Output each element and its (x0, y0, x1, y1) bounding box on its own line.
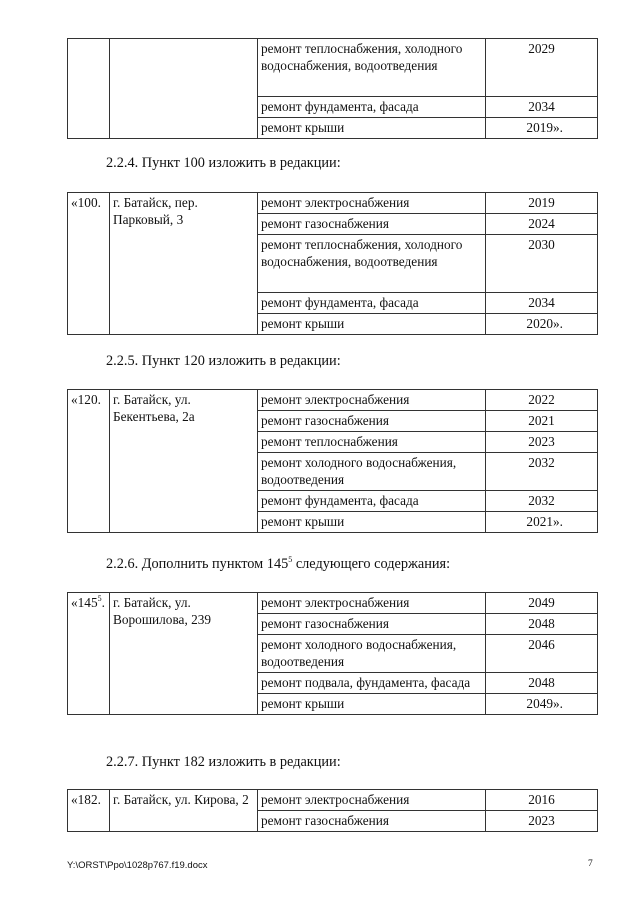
table-row (68, 390, 598, 411)
year-cell: 2024 (486, 214, 598, 235)
year-cell: 2021». (486, 512, 598, 533)
work-cell: ремонт холодного водоснабжения, водоотведения (258, 453, 486, 491)
year-cell: 2023 (486, 432, 598, 453)
table-row (68, 593, 598, 614)
section-heading-2-2-4: 2.2.4. Пункт 100 изложить в редакции: (106, 155, 341, 171)
item-address: г. Батайск, пер. Парковый, 3 (110, 193, 258, 335)
year-cell: 2022 (486, 390, 598, 411)
year-cell: 2029 (486, 39, 598, 97)
page-number: 7 (588, 859, 593, 869)
year-cell: 2048 (486, 673, 598, 694)
year-cell: 2030 (486, 235, 598, 293)
item-address: г. Батайск, ул. Ворошилова, 239 (110, 593, 258, 715)
section-heading-2-2-6: 2.2.6. Дополнить пунктом $145^5$ следующего содержания: (106, 555, 451, 572)
year-cell: 2032 (486, 453, 598, 491)
item-number: «120. (68, 390, 110, 533)
year-cell: 2048 (486, 614, 598, 635)
year-cell: 2019 (486, 193, 598, 214)
item-address: г. Батайск, ул. Кирова, 2 (110, 790, 258, 832)
year-cell: 2046 (486, 635, 598, 673)
footer-file-path: Y:\ORST\Ppo\1028p767.f19.docx (67, 860, 208, 871)
section-heading-2-2-5: 2.2.5. Пункт 120 изложить в редакции: (106, 353, 341, 369)
work-cell: ремонт подвала, фундамента, фасада (258, 673, 486, 694)
work-cell: ремонт теплоснабжения, холодного водоснабжения, водоотведения (258, 235, 486, 293)
table-item-100 (67, 192, 598, 335)
work-cell: ремонт теплоснабжения, холодного водоснабжения, водоотведения (258, 39, 486, 97)
work-cell: ремонт электроснабжения (258, 593, 486, 614)
year-cell: 2020». (486, 314, 598, 335)
work-cell: ремонт электроснабжения (258, 390, 486, 411)
work-cell: ремонт крыши (258, 118, 486, 139)
table-item-145-5 (67, 592, 598, 715)
table-row (68, 193, 598, 214)
work-cell: ремонт электроснабжения (258, 790, 486, 811)
table-item-120 (67, 389, 598, 533)
item-address (110, 39, 258, 139)
table-item-182 (67, 789, 598, 832)
table-item-continuation (67, 38, 598, 139)
year-cell: 2049». (486, 694, 598, 715)
table-row (68, 790, 598, 811)
item-number: «182. (68, 790, 110, 832)
work-cell: ремонт электроснабжения (258, 193, 486, 214)
year-cell: 2023 (486, 811, 598, 832)
item-number: «$145^5$. (68, 593, 110, 715)
work-cell: ремонт холодного водоснабжения, водоотведения (258, 635, 486, 673)
work-cell: ремонт газоснабжения (258, 411, 486, 432)
year-cell: 2019». (486, 118, 598, 139)
work-cell: ремонт газоснабжения (258, 614, 486, 635)
work-cell: ремонт крыши (258, 512, 486, 533)
item-address: г. Батайск, ул. Бекентьева, 2а (110, 390, 258, 533)
year-cell: 2032 (486, 491, 598, 512)
table-row (68, 39, 598, 97)
section-heading-2-2-7: 2.2.7. Пункт 182 изложить в редакции: (106, 754, 341, 770)
item-number (68, 39, 110, 139)
work-cell: ремонт крыши (258, 694, 486, 715)
year-cell: 2016 (486, 790, 598, 811)
work-cell: ремонт крыши (258, 314, 486, 335)
item-number: «100. (68, 193, 110, 335)
year-cell: 2034 (486, 293, 598, 314)
year-cell: 2034 (486, 97, 598, 118)
work-cell: ремонт фундамента, фасада (258, 97, 486, 118)
year-cell: 2049 (486, 593, 598, 614)
year-cell: 2021 (486, 411, 598, 432)
work-cell: ремонт фундамента, фасада (258, 293, 486, 314)
work-cell: ремонт газоснабжения (258, 214, 486, 235)
work-cell: ремонт фундамента, фасада (258, 491, 486, 512)
work-cell: ремонт газоснабжения (258, 811, 486, 832)
work-cell: ремонт теплоснабжения (258, 432, 486, 453)
